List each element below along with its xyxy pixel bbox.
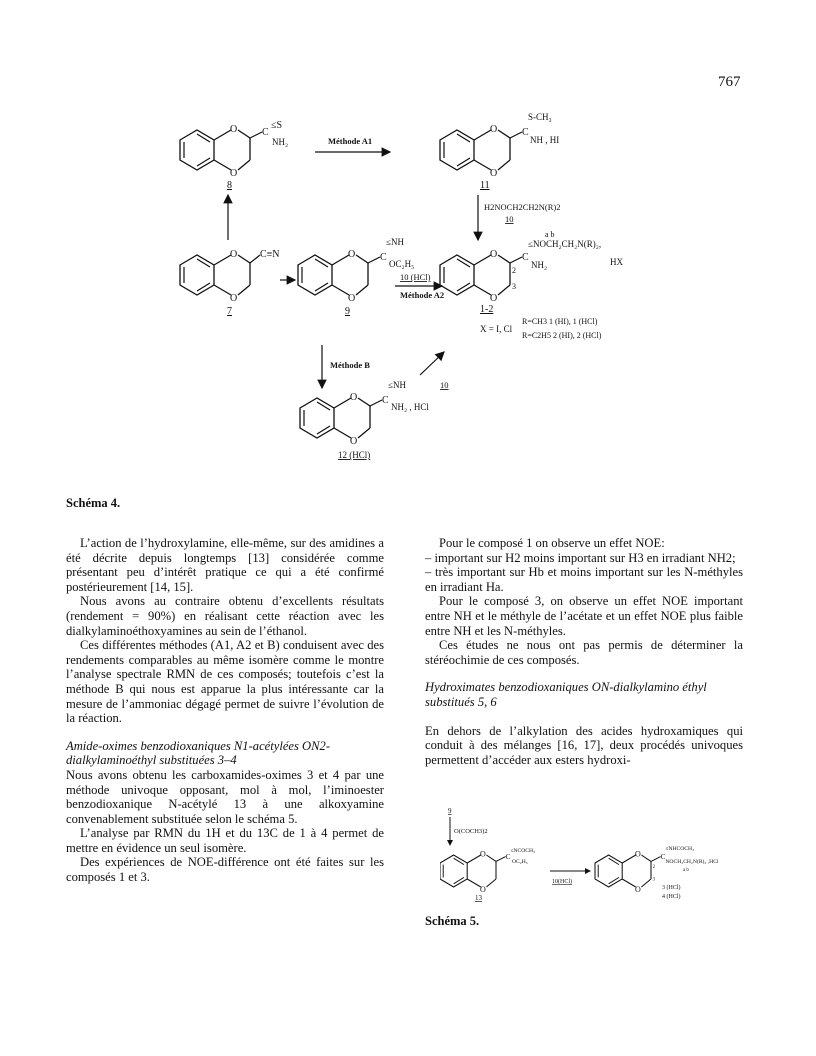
svg-text:≤NCOCH₃: ≤NCOCH₃	[510, 847, 536, 854]
paragraph: Des expériences de NOE-différence ont été faites sur les composés 1 et 3.	[66, 855, 384, 885]
svg-text:a b: a b	[683, 868, 689, 873]
product-label-4: 4 (HCl)	[662, 894, 681, 900]
paragraph: – très important sur Hb et moins important sur les N-méthyles en irradiant Ha.	[425, 565, 743, 594]
x-label: X = I, Cl	[480, 324, 513, 334]
compound-7	[180, 249, 280, 304]
svg-text:NH₂: NH₂	[272, 137, 289, 147]
svg-text:3: 3	[652, 877, 656, 883]
scheme-4-diagram: O O C ≤S NH₂ 8 Méthode A1 C S-CH₃ NH , HI 11 H2NOCH2CH2N(R)2 10 C≡N 7 C ≤NH OC₂H₅ 9 10 (HCl) Méthode A2 C a b ≤NOCH₂CH₂N(R)₂, NH₂ HX 2 3 1-2 X = I, Cl R=CH3 1 (HI), 1 (HCl) R=C2H5 2 (HI), 2 (HCl) Méthode B 10 C ≤NH NH₂ , HCl 12 (HCl)	[150, 100, 670, 480]
label-8: 8	[227, 180, 232, 191]
compound-11	[440, 112, 559, 179]
svg-text:2: 2	[652, 864, 656, 870]
svg-text:C: C	[262, 127, 269, 138]
svg-text:≤NH: ≤NH	[388, 380, 406, 390]
label-10-b: 10	[440, 380, 449, 390]
r-line-2: R=C2H5 2 (HI), 2 (HCl)	[522, 331, 602, 340]
reagent-10hcl-s5: 10(HCl)	[552, 879, 572, 885]
svg-text:C: C	[522, 252, 529, 263]
label-1-2: 1-2	[480, 304, 494, 315]
compound-9	[298, 237, 414, 304]
compound-3-4	[595, 846, 719, 894]
label-13: 13	[475, 894, 482, 902]
reagent-10-label: H2NOCH2CH2N(R)2	[484, 202, 561, 212]
svg-text:NH , HI: NH , HI	[530, 135, 560, 145]
scheme-5-diagram	[440, 805, 770, 915]
label-9: 9	[345, 306, 350, 317]
methode-a2-label: Méthode A2	[400, 290, 445, 300]
svg-text:NH₂ , HCl: NH₂ , HCl	[391, 402, 429, 412]
label-11: 11	[480, 180, 490, 191]
arrow-12-to-12	[420, 352, 444, 375]
svg-text:C: C	[522, 127, 529, 138]
svg-text:OC₂H₅: OC₂H₅	[512, 859, 528, 865]
paragraph: Ces différentes méthodes (A1, A2 et B) conduisent avec des rendements comparables au même isomère comme le montre l’analyse spectrale RMN de ces composés; toutefois c’est la méthode B qui nous est apparue la plus intéressante car la mesure de l’ammoniac dégagé permet de suivre l’évolution de la réaction.	[66, 638, 384, 726]
left-column	[66, 536, 384, 885]
svg-text:3: 3	[512, 282, 516, 291]
svg-text:≤S: ≤S	[271, 120, 283, 131]
right-column	[425, 536, 743, 767]
scheme-5-caption: Schéma 5.	[425, 914, 480, 928]
nitrile-group: C≡N	[260, 249, 280, 260]
section-heading: Amide-oximes benzodioxaniques N1-acétylées ON2-dialkylaminoéthyl substituées 3–4	[66, 738, 331, 768]
svg-text:NH₂: NH₂	[531, 260, 548, 270]
label-12: 12 (HCl)	[338, 450, 371, 460]
svg-text:C: C	[660, 853, 666, 861]
product-label-3: 3 (HCl)	[662, 885, 681, 891]
svg-text:NOCH₂CH₂N(R)₂ ,HCl: NOCH₂CH₂N(R)₂ ,HCl	[665, 859, 719, 865]
reagent-anhydride: O(COCH3)2	[454, 828, 488, 835]
compound-8	[180, 120, 288, 179]
svg-text:OC₂H₅: OC₂H₅	[389, 259, 415, 269]
paragraph: Ces études ne nous ont pas permis de déterminer la stéréochimie de ces composés.	[425, 638, 743, 667]
paragraph: – important sur H2 moins important sur H3 en irradiant NH2;	[425, 550, 736, 565]
svg-text:2: 2	[512, 266, 516, 275]
paragraph: Nous avons au contraire obtenu d’excellents résultats (rendement = 90%) en réalisant cette réaction avec les dialkylaminoéthoxyamines au sein de l’éthanol.	[66, 594, 384, 638]
label-7: 7	[227, 306, 232, 317]
page-number: 767	[718, 74, 741, 90]
label-10-a: 10	[505, 214, 514, 224]
section-heading: Hydroximates benzodioxaniques ON-dialkylamino éthyl substitués 5, 6	[425, 680, 707, 709]
methode-a1-label: Méthode A1	[328, 136, 373, 146]
paragraph: Nous avons obtenu les carboxamides-oximes 3 et 4 par une méthode univoque opposant, mol à mol, l’iminoester benzodioxanique N-acétylé 13 à une alkoxyamine convenablement substituée selon le schéma 5.	[66, 767, 384, 826]
compound-13	[440, 848, 535, 894]
reagent-10hcl-label: 10 (HCl)	[400, 272, 431, 282]
svg-text:a b: a b	[545, 230, 555, 239]
r-line-1: R=CH3 1 (HI), 1 (HCl)	[522, 317, 598, 326]
paragraph: L’analyse par RMN du 1H et du 13C de 1 à 4 permet de mettre en évidence un seul isomère.	[66, 826, 384, 855]
paragraph: En dehors de l’alkylation des acides hydroxamiques qui conduit à des mélanges [16, 17], deux procédés univoques permettent d’accéder aux esters hydroxi-	[425, 723, 743, 767]
scheme-4-caption: Schéma 4.	[66, 496, 121, 510]
svg-text:≤NHCOCH₃: ≤NHCOCH₃	[665, 846, 695, 853]
label-9-s5: 9	[448, 807, 452, 815]
compound-1-2	[440, 230, 623, 304]
svg-text:S-CH₃: S-CH₃	[528, 112, 552, 122]
paragraph: Pour le composé 1 on observe un effet NOE:	[439, 536, 665, 550]
methode-b-label: Méthode B	[330, 360, 370, 370]
svg-text:≤NH: ≤NH	[386, 237, 404, 247]
paragraph: L’action de l’hydroxylamine, elle-même, sur des amidines a été décrite depuis longtemps [13] considérée comme présentant peu d’intérêt pratique ce qui a été confirmé postérieurement [14, 15].	[66, 536, 384, 594]
paragraph: Pour le composé 3, on observe un effet NOE important entre NH et le méthyle de l’acétate et un effet NOE plus faible entre NH et les N-méthyles.	[425, 594, 743, 638]
svg-text:HX: HX	[610, 257, 623, 267]
svg-text:C: C	[505, 853, 511, 861]
svg-text:C: C	[382, 395, 389, 406]
svg-text:≤NOCH₂CH₂N(R)₂,: ≤NOCH₂CH₂N(R)₂,	[528, 239, 602, 249]
compound-12	[300, 380, 429, 447]
svg-text:C: C	[380, 252, 387, 263]
